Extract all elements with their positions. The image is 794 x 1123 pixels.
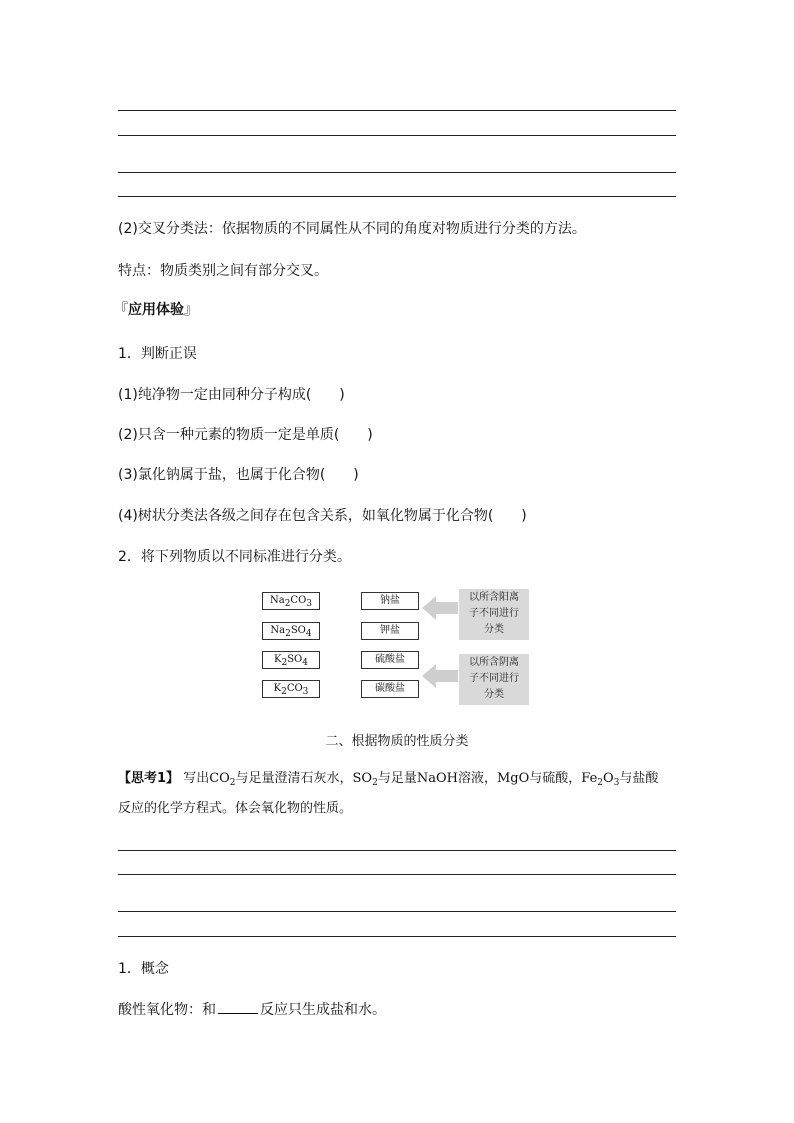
answer-line-7 (118, 911, 676, 912)
note-cation: 以所含阳离 子不同进行 分类 (459, 589, 529, 640)
judge-item-4: (4)树状分类法各级之间存在包含关系，如氧化物属于化合物( ) (118, 508, 527, 524)
arrow-left-upper (422, 596, 458, 620)
category-carbonate: 碳酸盐 (361, 680, 419, 698)
think-line-1: 【思考1】 写出$CO_2$与足量澄清石灰水，$SO_2$与足量NaOH溶液，MgO与硫酸，$Fe_2O_3$与盐酸 (118, 771, 659, 788)
feature-text: 特点：物质类别之间有部分交叉。 (118, 263, 328, 279)
answer-line-6 (118, 874, 676, 875)
category-sodium-salt: 钠盐 (361, 592, 419, 610)
judge-item-2: (2)只含一种元素的物质一定是单质( ) (118, 427, 373, 443)
think-question (118, 766, 678, 822)
think-line-2: 反应的化学方程式。体会氧化物的性质。 (118, 801, 353, 816)
classify-title: 2．将下列物质以不同标准进行分类。 (118, 549, 351, 565)
formula-na2co3: Na2CO3 (262, 592, 320, 610)
judge-item-1: (1)纯净物一定由同种分子构成( ) (118, 387, 345, 403)
category-potassium-salt: 钾盐 (361, 622, 419, 640)
cross-classification-text: (2)交叉分类法：依据物质的不同属性从不同的角度对物质进行分类的方法。 (118, 221, 586, 237)
note-anion: 以所含阴离 子不同进行 分类 (459, 654, 529, 705)
think-tag: 【思考1】 (118, 771, 180, 786)
bracket-close: 』 (184, 302, 198, 318)
concept-title: 1．概念 (118, 961, 169, 977)
acid-oxide-definition: 酸性氧化物：和 反应只生成盐和水。 (118, 1002, 386, 1018)
bracket-open: 『 (114, 302, 128, 318)
formula-na2so4: Na2SO4 (262, 622, 320, 640)
arrow-left-lower (422, 664, 458, 688)
formula-k2so4: K2SO4 (262, 651, 320, 669)
answer-line-8 (118, 936, 676, 937)
formula-k2co3: K2CO3 (262, 680, 320, 698)
section-title: 二、根据物质的性质分类 (325, 734, 469, 749)
answer-line-5 (118, 850, 676, 851)
fill-blank[interactable] (218, 1001, 258, 1014)
judge-item-3: (3)氯化钠属于盐，也属于化合物( ) (118, 467, 359, 483)
application-title: 应用体验 (128, 302, 184, 318)
category-sulfate: 硫酸盐 (361, 651, 419, 669)
judge-title: 1．判断正误 (118, 346, 197, 362)
